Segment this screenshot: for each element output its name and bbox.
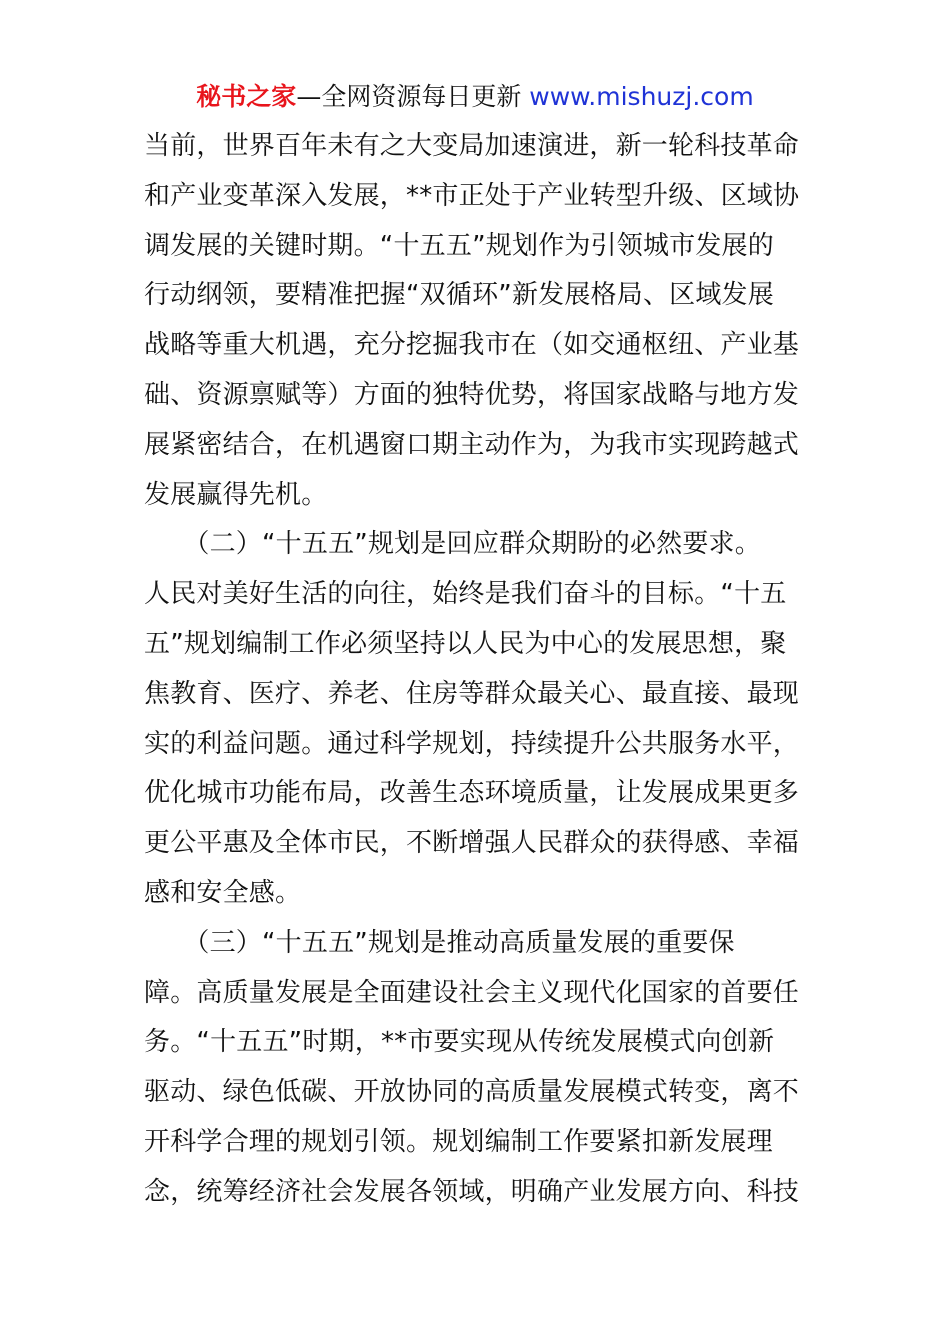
text-line: 发展赢得先机。 <box>144 479 328 510</box>
text-line: 础、资源禀赋等）方面的独特优势，将国家战略与地方发 <box>144 379 800 410</box>
text-line: 障。高质量发展是全面建设社会主义现代化国家的首要任 <box>144 977 800 1008</box>
text-line: 战略等重大机遇，充分挖掘我市在（如交通枢纽、产业基 <box>144 330 800 361</box>
text-line: 务。“十五五”时期，**市要实现从传统发展模式向创新 <box>144 1027 775 1058</box>
text-line: 感和安全感。 <box>144 877 302 908</box>
text-line: 五”规划编制工作必须坚持以人民为中心的发展思想，聚 <box>144 628 787 659</box>
text-line: 展紧密结合，在机遇窗口期主动作为，为我市实现跨越式 <box>144 429 800 460</box>
section-heading-line: （三）“十五五”规划是推动高质量发展的重要保 <box>144 927 735 958</box>
document-body <box>144 122 808 1218</box>
site-url-link[interactable]: www.mishuzj.com <box>529 82 754 111</box>
text-line: 优化城市功能布局，改善生态环境质量，让发展成果更多 <box>144 778 800 809</box>
text-line: 和产业变革深入发展，**市正处于产业转型升级、区域协 <box>144 180 800 211</box>
text-line: 念，统筹经济社会发展各领域，明确产业发展方向、科技 <box>144 1176 800 1207</box>
text-line: 焦教育、医疗、养老、住房等群众最关心、最直接、最现 <box>144 678 800 709</box>
header-tagline: —全网资源每日更新 <box>296 82 530 111</box>
text-line: 开科学合理的规划引领。规划编制工作要紧扣新发展理 <box>144 1126 773 1157</box>
text-line: 实的利益问题。通过科学规划，持续提升公共服务水平， <box>144 728 800 759</box>
text-line: 当前，世界百年未有之大变局加速演进，新一轮科技革命 <box>144 131 800 161</box>
text-line: 调发展的关键时期。“十五五”规划作为引领城市发展的 <box>144 230 774 261</box>
text-line: 更公平惠及全体市民，不断增强人民群众的获得感、幸福 <box>144 828 800 859</box>
section-heading-line: （二）“十五五”规划是回应群众期盼的必然要求。 <box>144 529 761 560</box>
text-line: 驱动、绿色低碳、开放协同的高质量发展模式转变，离不 <box>144 1077 800 1108</box>
brand-name: 秘书之家 <box>196 82 297 111</box>
text-line: 行动纲领，要精准把握“双循环”新发展格局、区域发展 <box>144 280 774 311</box>
page-header <box>0 80 950 114</box>
text-line: 人民对美好生活的向往，始终是我们奋斗的目标。“十五 <box>144 579 787 610</box>
